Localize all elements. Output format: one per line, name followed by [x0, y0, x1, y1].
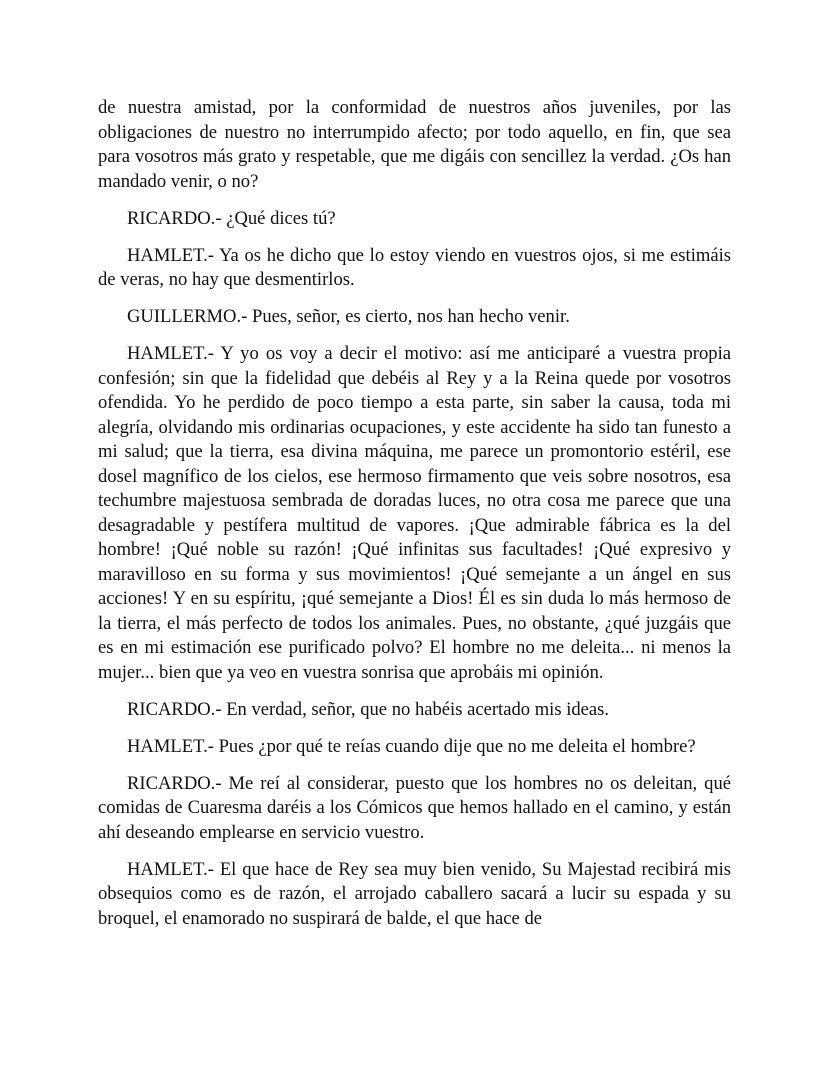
dialogue-paragraph — [98, 858, 731, 932]
speaker-name: HAMLET.- — [127, 343, 214, 364]
dialogue-paragraph — [98, 735, 731, 760]
speaker-name: HAMLET.- — [127, 858, 214, 880]
dialogue-paragraph — [98, 244, 731, 293]
speaker-name: GUILLERMO.- — [127, 306, 248, 327]
dialogue-paragraph — [98, 305, 731, 330]
dialogue-text: Me reí al considerar, puesto que los hombres no os deleitan, qué comidas de Cuaresma daréis a los Cómicos que hemos hallado en el camino, y están ahí deseando emplearse en servicio vuestro. — [98, 772, 731, 843]
speaker-name: HAMLET.- — [127, 735, 214, 757]
dialogue-text: Y yo os voy a decir el motivo: así me anticiparé a vuestra propia confesión; sin que la fidelidad que debéis al Rey y a la Reina quede por vosotros ofendida. Yo he perdido de poco tiempo a esta parte, sin saber la causa, toda mi alegría, olvidando mis ordinarias ocupaciones, y este accidente ha sido tan funesto a mi salud; que la tierra, esa divina máquina, me parece un promontorio estéril, ese dosel magnífico de los cielos, ese hermoso firmamento que veis sobre nosotros, esa techumbre majestuosa sembrada de doradas luces, no otra cosa me parece que una desagradable y pestífera multitud de vapores. ¡Que admirable fábrica es la del hombre! ¡Qué noble su razón! ¡Qué infinitas sus facultades! ¡Qué expresivo y maravilloso en su forma y sus movimientos! ¡Qué semejante a un ángel en sus acciones! Y en su espíritu, ¡qué semejante a Dios! Él es sin duda lo más hermoso de la tierra, el más perfecto de todos los animales. Pues, no obstante, ¿qué juzgáis que es en mi estimación ese purificado polvo? El hombre no me deleita... ni menos la mujer... bien que ya veo en vuestra sonrisa que aprobáis mi opinión. — [98, 343, 731, 683]
dialogue-text: Pues ¿por qué te reías cuando dije que no me deleita el hombre? — [218, 735, 696, 757]
dialogue-text: ¿Qué dices tú? — [226, 207, 336, 229]
document-page — [98, 96, 731, 944]
dialogue-paragraph — [98, 698, 731, 723]
dialogue-text: El que hace de Rey sea muy bien venido, Su Majestad recibirá mis obsequios como es de razón, el arrojado caballero sacará a lucir su espada y su broquel, el enamorado no suspirará de balde, el que hace de — [98, 858, 732, 929]
dialogue-paragraph — [98, 207, 731, 232]
speaker-name: RICARDO.- — [127, 698, 222, 720]
paragraph-continuation — [98, 96, 731, 194]
dialogue-text: En verdad, señor, que no habéis acertado mis ideas. — [226, 698, 610, 720]
paragraph-text: de nuestra amistad, por la conformidad de nuestros años juveniles, por las obligaciones de nuestro no interrumpido afecto; por todo aquello, en fin, que sea para vosotros más grato y respetable, que me digáis con sencillez la verdad. ¿Os han mandado venir, o no? — [98, 97, 731, 192]
dialogue-text: Ya os he dicho que lo estoy viendo en vuestros ojos, si me estimáis de veras, no hay que desmentirlos. — [98, 244, 731, 290]
speaker-name: RICARDO.- — [127, 772, 222, 794]
dialogue-paragraph — [98, 342, 731, 685]
dialogue-paragraph — [98, 772, 731, 846]
speaker-name: RICARDO.- — [127, 207, 222, 229]
dialogue-text: Pues, señor, es cierto, nos han hecho venir. — [251, 306, 570, 327]
speaker-name: HAMLET.- — [127, 244, 214, 266]
